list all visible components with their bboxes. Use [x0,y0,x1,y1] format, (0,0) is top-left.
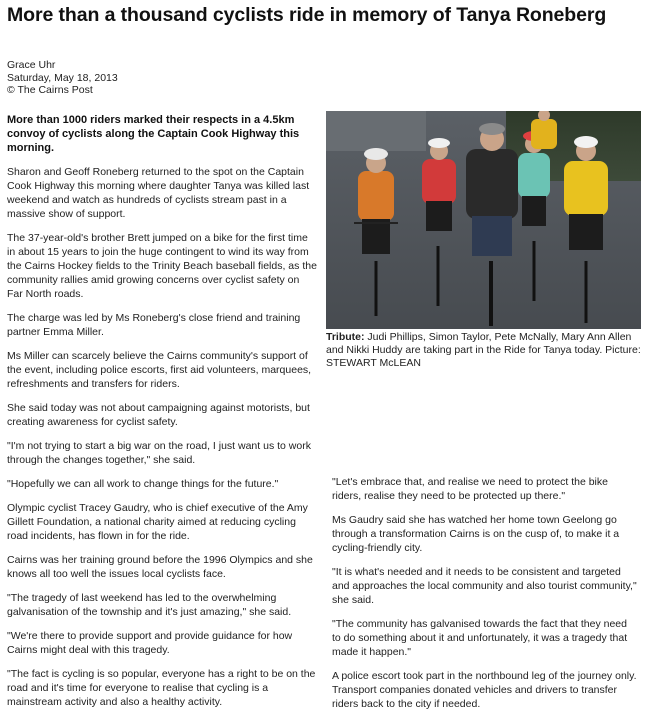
lead-paragraph: More than 1000 riders marked their respects in a 4.5km convoy of cyclists along the Captain Cook Highway this morning. [7,114,300,154]
body-paragraph: Ms Miller can scarcely believe the Cairns community's support of the event, including police escorts, first aid volunteers, marquees, refreshments and transfers for riders. [7,350,312,390]
cyclists-photo [326,111,641,329]
caption-text: Judi Phillips, Simon Taylor, Pete McNally, Mary Ann Allen and Nikki Huddy are taking part in the Ride for Tanya today. Picture: STEWART McLEAN [326,331,641,369]
body-paragraph: "We're there to provide support and provide guidance for how Cairns might deal with this tragedy. [7,630,293,656]
article-byline [7,59,118,97]
body-paragraph: "Hopefully we can all work to change things for the future." [7,478,279,490]
photo-caption [326,331,642,370]
body-paragraph: The charge was led by Ms Roneberg's close friend and training partner Emma Miller. [7,312,301,338]
author-name: Grace Uhr [7,59,56,71]
body-paragraph: The 37-year-old's brother Brett jumped on a bike for the first time in about 15 years to join the huge contingent to wind its way from the Cairns Hockey fields to the Trinity Beach baseball fields, as the community rallies amid growing concerns over cyclist safety on Far North roads. [7,232,317,300]
body-paragraph: "It is what's needed and it needs to be consistent and targeted and approaches the local community and also tourist community," she said. [332,566,637,606]
caption-label: Tribute: [326,331,365,343]
body-paragraph: "The tragedy of last weekend has led to the overwhelming galvanisation of the township and it's just amazing," she said. [7,592,292,618]
article-headline: More than a thousand cyclists ride in memory of Tanya Roneberg [7,4,607,26]
body-paragraph: She said today was not about campaigning against motorists, but creating awareness for cyclist safety. [7,402,310,428]
article-body-right [332,475,638,721]
body-paragraph: Sharon and Geoff Roneberg returned to the spot on the Captain Cook Highway this morning where daughter Tanya was killed last weekend and watch as hundreds of cyclists stream past in a massive show of support. [7,166,310,220]
body-paragraph: Cairns was her training ground before the 1996 Olympics and she knows all too well the issues local cyclists face. [7,554,313,580]
publish-date: Saturday, May 18, 2013 [7,71,118,84]
body-paragraph: "I'm not trying to start a big war on the road, I just want us to work through the changes together," she said. [7,440,311,466]
source-credit: © The Cairns Post [7,84,93,96]
body-paragraph: "The community has galvanised towards the fact that they need to do something about it and unfortunately, it was a tragedy that made it happen." [332,618,628,658]
article-body-left [7,113,317,719]
body-paragraph: "The fact is cycling is so popular, everyone has a right to be on the road and it's time for everyone to realise that cycling is a mainstream activity and also a healthy activity. [7,668,316,708]
body-paragraph: "Let's embrace that, and realise we need to protect the bike riders, realise they need to be protected up there." [332,476,608,502]
body-paragraph: Ms Gaudry said she has watched her home town Geelong go through a transformation Cairns is on the cusp of, to make it a cycling-friendly city. [332,514,620,554]
body-paragraph: Olympic cyclist Tracey Gaudry, who is chief executive of the Amy Gillett Foundation, a national charity aimed at reducing cycling road incidents, has flown in for the ride. [7,502,308,542]
body-paragraph: A police escort took part in the northbound leg of the journey only. Transport companies donated vehicles and drivers to transfer riders back to the city if needed. [332,670,637,710]
